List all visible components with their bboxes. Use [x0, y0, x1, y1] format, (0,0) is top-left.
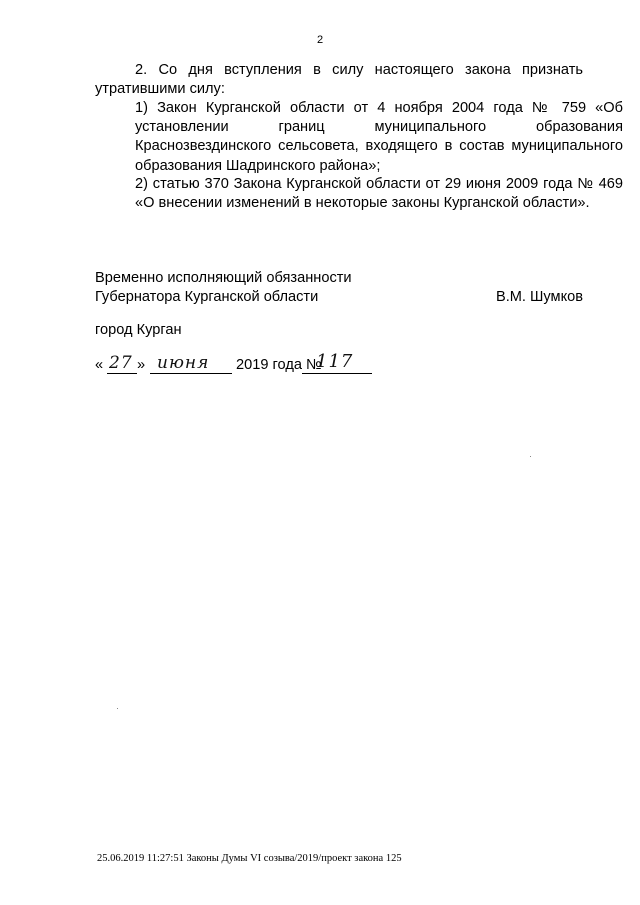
scan-speck — [530, 456, 531, 457]
clause-2-intro-rest: утратившими силу: — [95, 81, 225, 98]
clause-2-item-2: 2) статью 370 Закона Курганской области от 29 июня 2009 года № 469 «О внесении изменений в некоторые законы Курганской области». — [135, 176, 623, 212]
handwritten-month: июня — [157, 353, 210, 373]
year-and-number-label: 2019 года № — [236, 357, 322, 373]
number-blank-underline — [302, 372, 372, 374]
handwritten-day: 27 — [109, 353, 133, 373]
signature-position-line-2: Губернатора Курганской области — [95, 289, 319, 305]
signature-position-line-1: Временно исполняющий обязанности — [95, 270, 352, 286]
signatory-name: В.М. Шумков — [495, 289, 583, 305]
date-line — [95, 351, 395, 379]
page-number: 2 — [316, 34, 324, 46]
clause-2-item-1: 1) Закон Курганской области от 4 ноября 2004 года № 759 «Об установлении границ муниципального образования Краснозвездинского сельсовета, входящего в состав муниципального образования Шадринского района»; — [135, 100, 623, 174]
scan-speck — [117, 708, 118, 709]
clause-2-intro-first-line: 2. Со дня вступления в силу настоящего закона признать — [135, 62, 583, 78]
date-quote-open: « — [95, 357, 104, 373]
handwritten-law-number: 117 — [316, 351, 354, 372]
date-quote-close: » — [137, 357, 146, 373]
clause-2-intro — [95, 61, 583, 99]
city: город Курган — [95, 322, 182, 338]
document-footer: 25.06.2019 11:27:51 Законы Думы VI созыва/2019/проект закона 125 — [97, 853, 402, 864]
